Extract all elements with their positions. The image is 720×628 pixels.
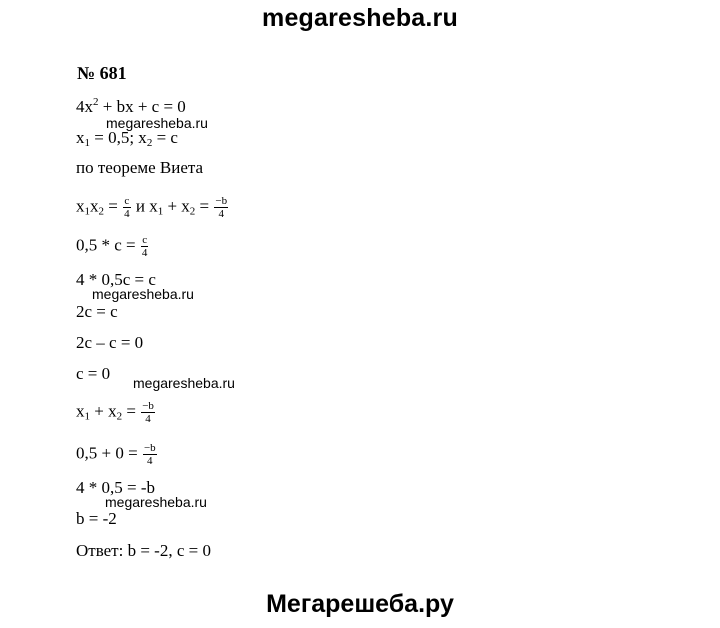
fraction: $\frac{-b}{4}$ (142, 400, 154, 425)
site-header: megaresheba.ru (262, 4, 458, 32)
vieta-line: $x_1x_2$ = $\frac{c}{4}$ и $x_1 + x_2$ = $\frac{-b}{4}$ (76, 195, 228, 220)
step-line: 2c – c = 0 (76, 333, 144, 352)
watermark: megaresheba.ru (106, 115, 208, 131)
step-line: b = -2 (76, 509, 117, 528)
watermark: megaresheba.ru (105, 494, 207, 510)
fraction: $\frac{c}{4}$ (124, 195, 130, 220)
step-line: $x_1 + x_2$ = $\frac{-b}{4}$ (76, 400, 154, 425)
theorem-line: по теореме Виета (76, 158, 204, 177)
roots-line: $x_1 = 0,5$; $x_2 = c$ (76, 128, 178, 149)
step-line: 0,5 * c = $\frac{c}{4}$ (76, 234, 148, 259)
step-line: 4 * 0,5c = c (76, 270, 156, 289)
step-line: 0,5 + 0 = $\frac{-b}{4}$ (76, 442, 156, 467)
equation-line: $4x^2$ + bx + c = 0 (76, 96, 186, 116)
answer-line: Ответ: b = -2, c = 0 (76, 541, 211, 560)
watermark: megaresheba.ru (92, 286, 194, 302)
problem-number: № 681 (77, 63, 127, 83)
watermark: megaresheba.ru (133, 375, 235, 391)
site-footer: Мегарешеба.ру (266, 590, 454, 618)
fraction: $\frac{-b}{4}$ (143, 442, 156, 467)
fraction: $\frac{c}{4}$ (141, 234, 148, 259)
step-line: 4 * 0,5 = -b (76, 478, 155, 497)
step-line: 2c = c (76, 302, 118, 321)
fraction: $\frac{-b}{4}$ (215, 195, 228, 220)
step-line: c = 0 (76, 364, 111, 383)
